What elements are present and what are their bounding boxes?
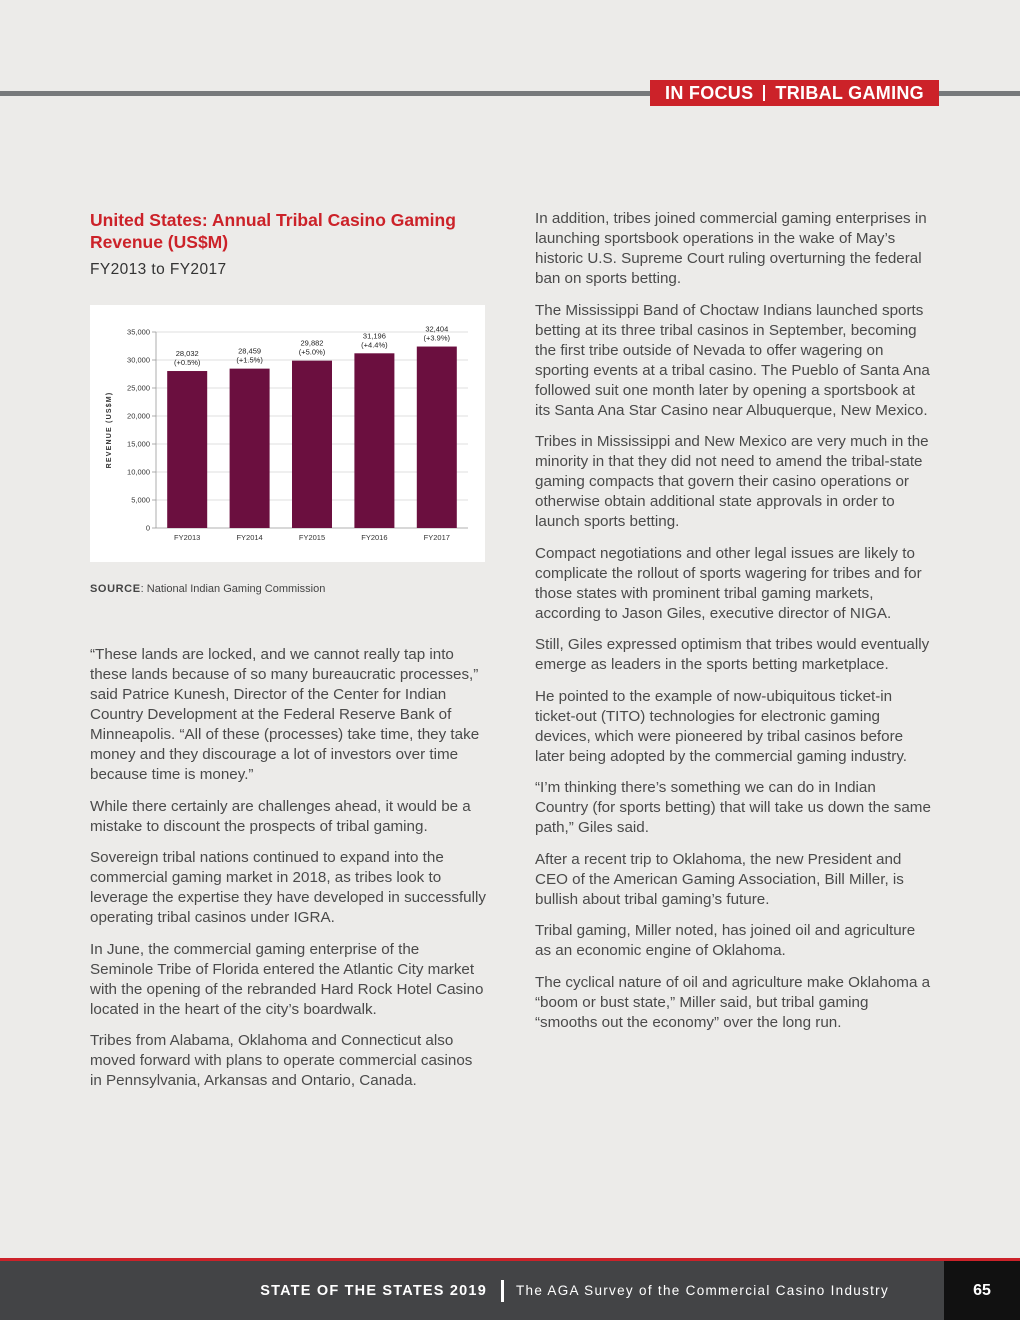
data-label-value: 32,404 xyxy=(425,324,449,334)
y-tick-label: 25,000 xyxy=(127,383,150,393)
y-tick-label: 15,000 xyxy=(127,439,150,449)
paragraph: While there certainly are challenges ahead, it would be a mistake to discount the prospects of tribal gaming. xyxy=(90,797,471,835)
x-tick-label: FY2014 xyxy=(236,533,263,542)
y-tick-label: 30,000 xyxy=(127,355,150,365)
y-tick-label: 0 xyxy=(145,523,150,533)
paragraph: The Mississippi Band of Choctaw Indians launched sports betting at its three tribal casinos in September, becoming the first tribe outside of Nevada to offer wagering on sporting events at a tribal casino. The Pueblo of Santa Ana followed suit one month later by opening a sportsbook at its Santa Ana Star Casino near Albuquerque, New Mexico. xyxy=(535,301,930,419)
section-label: IN FOCUS xyxy=(665,82,754,103)
paragraph: “I’m thinking there’s something we can do in Indian Country (for sports betting) that will take us down the same path,” Giles said. xyxy=(535,779,931,836)
paragraph: Tribes from Alabama, Oklahoma and Connecticut also moved forward with plans to operate commercial casinos in Pennsylvania, Arkansas and Ontario, Canada. xyxy=(90,1032,473,1089)
paragraph: The cyclical nature of oil and agriculture make Oklahoma a “boom or bust state,” Miller said, but tribal gaming “smooths out the economy” over the long run. xyxy=(535,973,931,1031)
y-tick-label: 5,000 xyxy=(131,495,150,505)
chart-source xyxy=(90,583,325,595)
y-axis-label: REVENUE (US$M) xyxy=(106,391,113,469)
paragraph: Sovereign tribal nations continued to expand into the commercial gaming market in 2018, as tribes look to leverage the expertise they have developed in successfully operating tribal casinos under IGRA. xyxy=(90,849,486,926)
paragraph: After a recent trip to Oklahoma, the new President and CEO of the American Gaming Association, Bill Miller, is bullish about tribal gaming’s future. xyxy=(535,850,904,908)
page-number: 65 xyxy=(944,1261,1020,1320)
paragraph: Compact negotiations and other legal issues are likely to complicate the rollout of sports wagering for tribes and for those states with prominent tribal gaming markets, according to Jason Giles, executive director of NIGA. xyxy=(535,544,922,622)
bar-fy2017 xyxy=(417,347,457,528)
paragraph: Tribes in Mississippi and New Mexico are very much in the minority in that they did not need to amend the tribal-state gaming compacts that govern their casino operations or otherwise obtain additional state approvals in order to launch sports betting. xyxy=(535,433,929,530)
paragraph: In June, the commercial gaming enterprise of the Seminole Tribe of Florida entered the Atlantic City market with the opening of the rebranded Hard Rock Hotel Casino located in the heart of the city’s boardwalk. xyxy=(90,940,484,1018)
data-label-change: (+0.5%) xyxy=(173,358,201,368)
data-label-change: (+3.9%) xyxy=(423,333,451,343)
x-tick-label: FY2015 xyxy=(298,533,326,542)
data-label-change: (+1.5%) xyxy=(236,355,263,365)
x-tick-label: FY2013 xyxy=(174,533,201,542)
footer-bar xyxy=(0,1261,944,1320)
data-label-value: 29,882 xyxy=(300,338,324,348)
x-tick-label: FY2016 xyxy=(361,533,388,542)
data-label-value: 28,032 xyxy=(175,349,199,359)
bar-fy2015 xyxy=(292,361,332,528)
y-tick-label: 35,000 xyxy=(127,327,150,337)
data-label-value: 28,459 xyxy=(238,346,262,356)
footer-divider xyxy=(501,1280,504,1302)
source-text: : National Indian Gaming Commission xyxy=(140,583,326,595)
source-label: SOURCE xyxy=(90,583,141,595)
y-tick-label: 20,000 xyxy=(127,411,150,421)
paragraph: Tribal gaming, Miller noted, has joined oil and agriculture as an economic engine of Oklahoma. xyxy=(535,922,916,959)
x-tick-label: FY2017 xyxy=(423,533,450,542)
section-divider xyxy=(763,85,765,101)
chart-subtitle: FY2013 to FY2017 xyxy=(90,261,227,278)
footer-subtitle: The AGA Survey of the Commercial Casino Industry xyxy=(515,1283,889,1298)
bar-fy2014 xyxy=(230,369,270,528)
y-tick-label: 10,000 xyxy=(127,467,150,477)
paragraph: “These lands are locked, and we cannot really tap into these lands because of so many bureaucratic processes,” said Patrice Kunesh, Director of the Center for Indian Country Development at the Federal Reserve Bank of Minneapolis. “All of these (processes) take time, they take money and they discourage a lot of investors over time because time is money.” xyxy=(90,646,480,783)
chart-title: United States: Annual Tribal Casino Gaming Revenue (US$M) xyxy=(90,210,456,252)
data-label-change: (+5.0%) xyxy=(298,347,326,357)
paragraph: Still, Giles expressed optimism that tribes would eventually emerge as leaders in the sports betting marketplace. xyxy=(535,636,930,673)
bar-fy2016 xyxy=(354,353,394,528)
section-tag xyxy=(650,80,939,106)
data-label-change: (+4.4%) xyxy=(361,340,388,350)
left-column xyxy=(90,645,486,1103)
paragraph: He pointed to the example of now-ubiquitous ticket-in ticket-out (TITO) technologies for electronic gaming devices, which were pioneered by tribal casinos before later being adopted by the commercial gaming industry. xyxy=(535,687,908,765)
revenue-chart xyxy=(90,305,485,562)
paragraph: In addition, tribes joined commercial gaming enterprises in launching sportsbook operations in the wake of May’s historic U.S. Supreme Court ruling overturning the federal ban on sports betting. xyxy=(535,210,927,287)
bar-fy2013 xyxy=(167,371,207,528)
revenue-chart-svg xyxy=(90,305,485,562)
footer-title: STATE OF THE STATES 2019 xyxy=(260,1282,487,1299)
section-topic: TRIBAL GAMING xyxy=(775,82,924,103)
data-label-value: 31,196 xyxy=(362,331,386,341)
right-column xyxy=(535,209,933,1044)
